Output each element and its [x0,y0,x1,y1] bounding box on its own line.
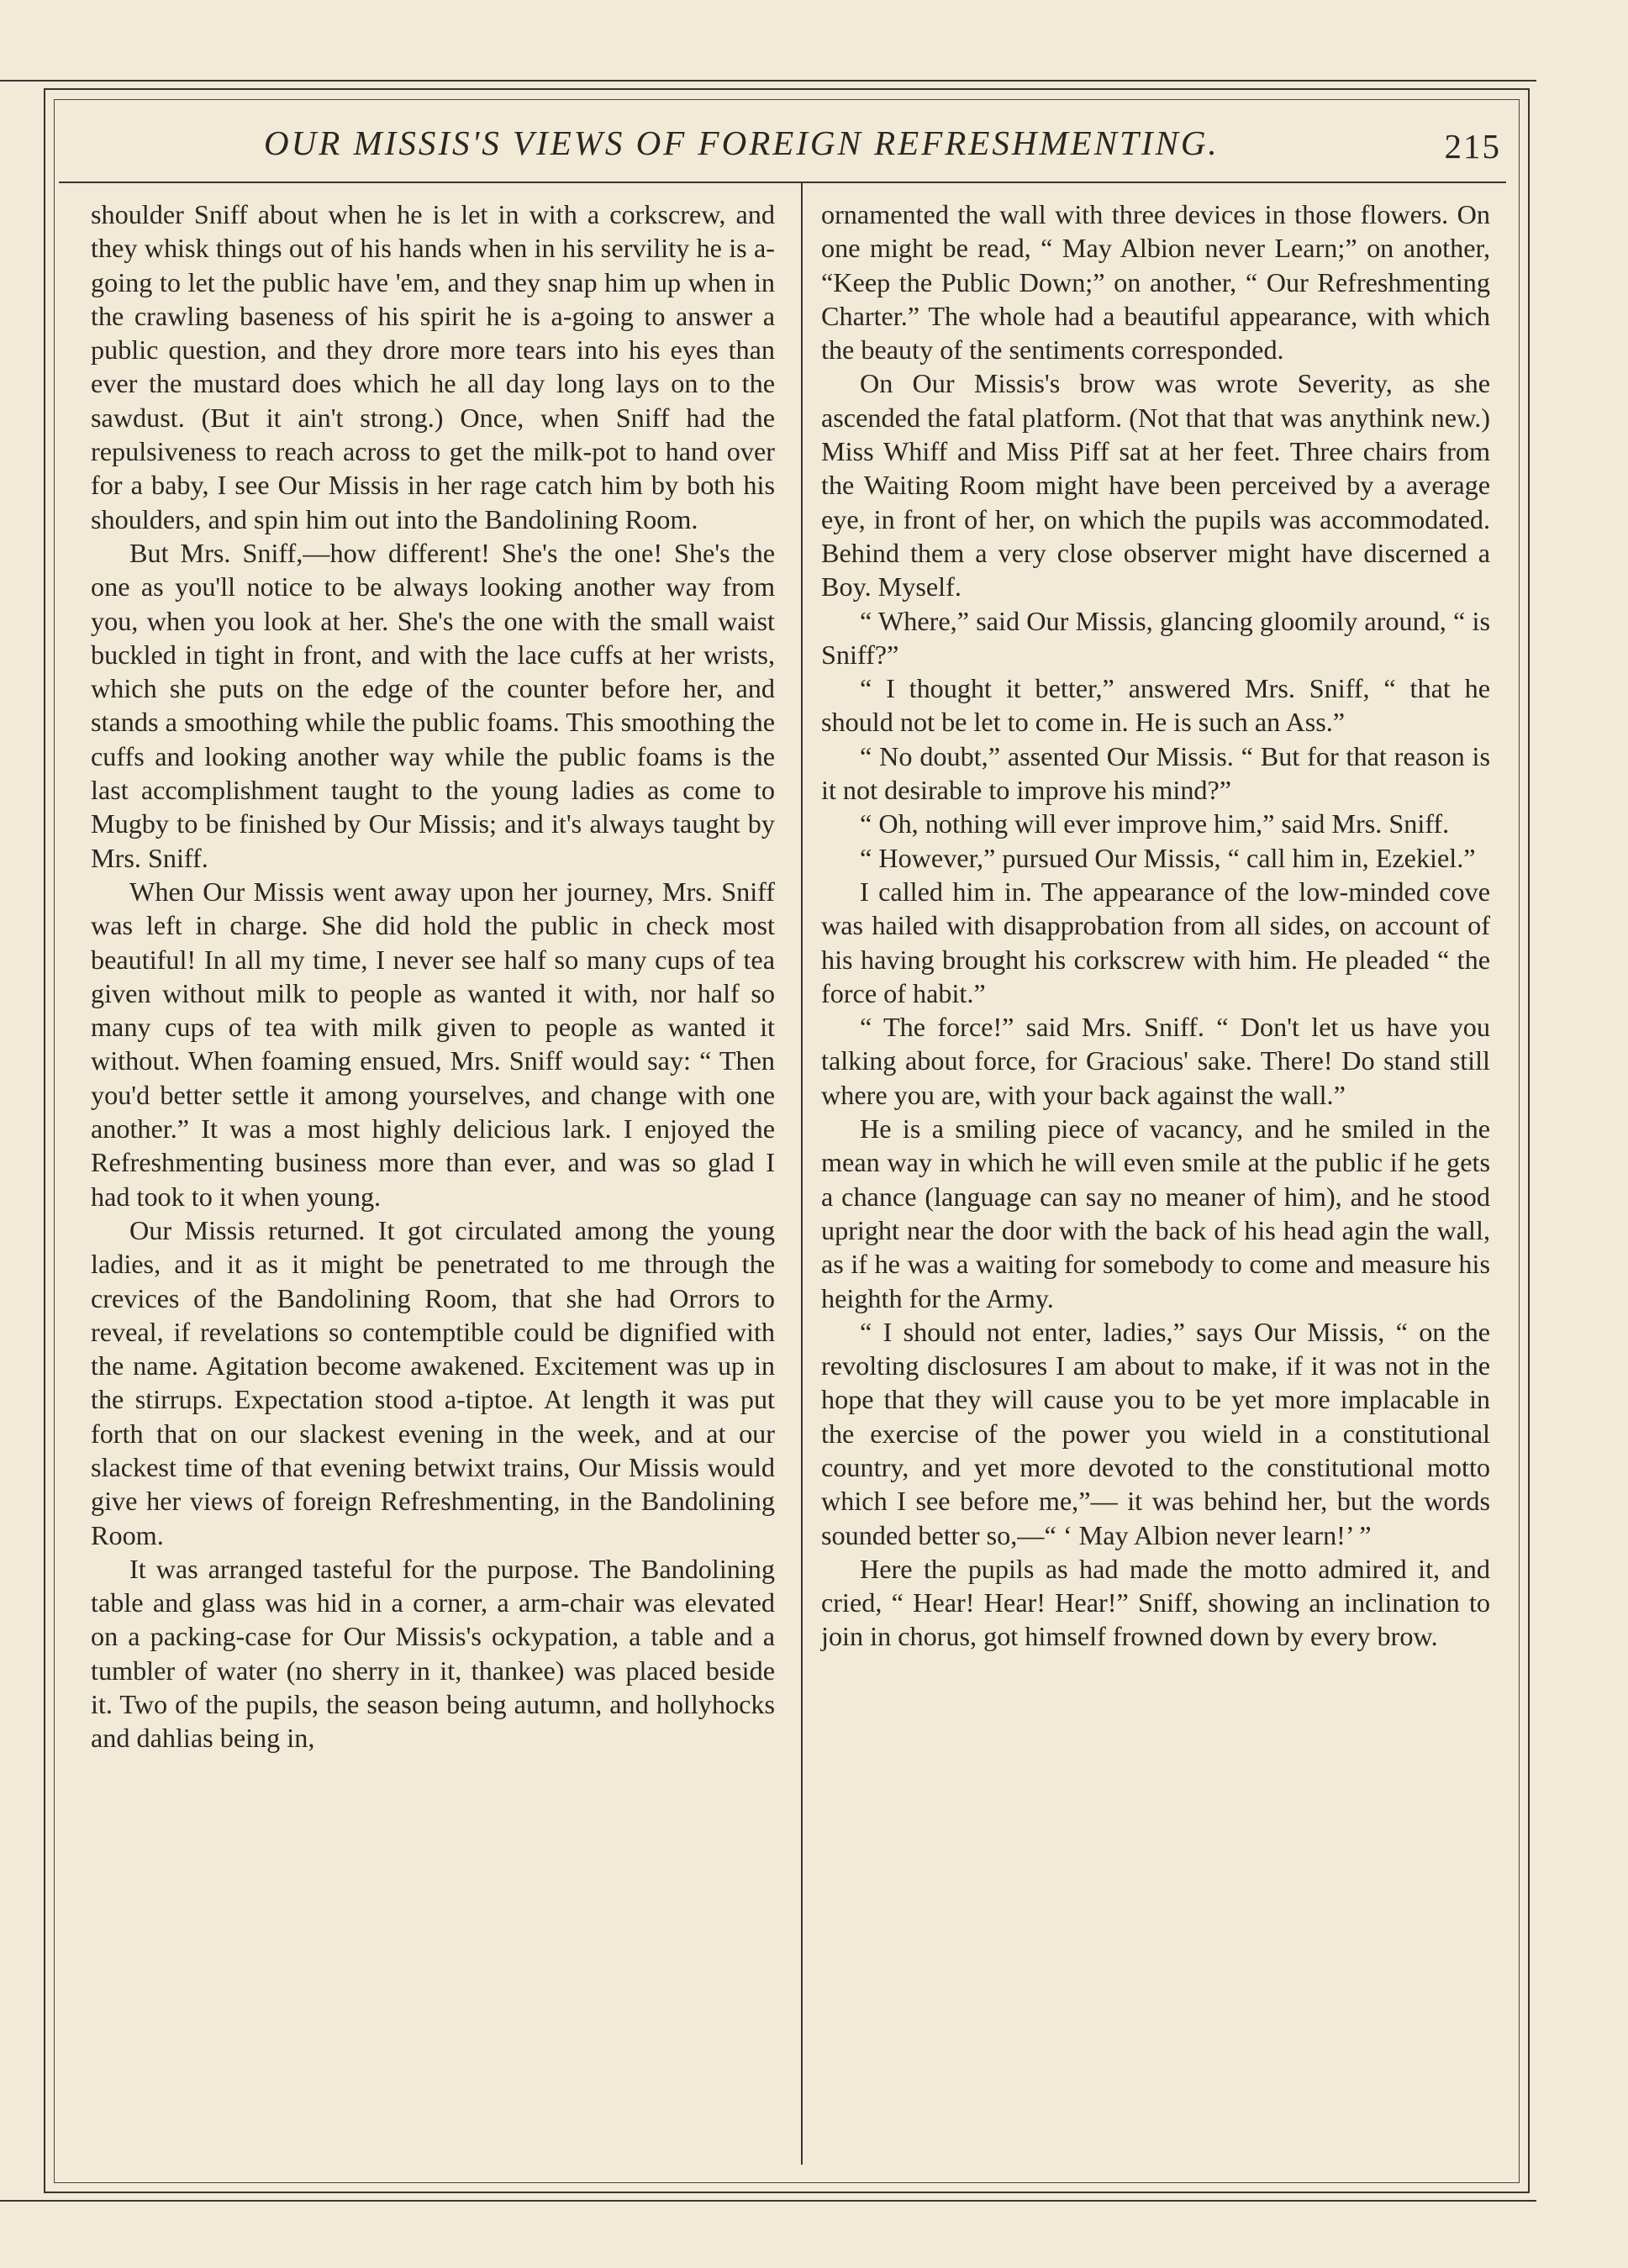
paragraph: “ No doubt,” assented Our Missis. “ But for that reason is it not desirable to improve his mind?” [821,740,1490,806]
paragraph: “ Where,” said Our Missis, glancing gloomily around, “ is Sniff?” [821,605,1490,670]
paragraph: But Mrs. Sniff,—how different! She's the one! She's the one as you'll notice to be always looking another way from you, when you look at her. She's the one with the small waist buckled in tight in front, and with the lace cuffs at her wrists, which she puts on the edge of the counter before her, and stands a smoothing while the public foams. This smoothing the cuffs and looking another way while the public foams is the last accomplishment taught to the young ladies as come to Mugby to be finished by Our Missis; and it's always taught by Mrs. Sniff. [91,537,775,873]
running-title: OUR MISSIS'S VIEWS OF FOREIGN REFRESHMENTING. [264,124,1220,162]
paragraph: Here the pupils as had made the motto admired it, and cried, “ Hear! Hear! Hear!” Sniff, showing an inclination to join in chorus, got himself frowned down by every brow. [821,1553,1490,1652]
header-rule [59,182,1506,183]
paragraph: I called him in. The appearance of the low-minded cove was hailed with disapprobation from all sides, on account of his having brought his corkscrew with him. He pleaded “ the force of habit.” [821,876,1490,1008]
paragraph: ornamented the wall with three devices in those flowers. On one might be read, “ May Albion never Learn;” on another, “Keep the Public Down;” on another, “ Our Refreshmenting Charter.” The whole had a beautiful appearance, with which the beauty of the sentiments corresponded. [821,199,1490,366]
top-rule [0,80,1536,82]
paragraph: “ I thought it better,” answered Mrs. Sniff, “ that he should not be let to come in. He is such an Ass.” [821,673,1490,738]
page-number: 215 [1444,127,1501,166]
column-divider [801,183,803,2165]
paragraph: “ However,” pursued Our Missis, “ call him in, Ezekiel.” [860,842,1476,873]
paragraph: On Our Missis's brow was wrote Severity, as she ascended the fatal platform. (Not that that was anythink new.) Miss Whiff and Miss Piff sat at her feet. Three chairs from the Waiting Room might have been perceived by a average eye, in front of her, on which the pupils was accommodated. Behind them a very close observer might have discerned a Boy. Myself. [821,368,1490,603]
paragraph: It was arranged tasteful for the purpose. The Bandolining table and glass was hid in a corner, a arm-chair was elevated on a packing-case for Our Missis's ockypation, a table and a tumbler of water (no sherry in it, thankee) was placed beside it. Two of the pupils, the season being autumn, and hollyhocks and dahlias being in, [91,1553,775,1754]
paragraph: “ I should not enter, ladies,” says Our Missis, “ on the revolting disclosures I am about to make, if it was not in the hope that they will cause you to be yet more implacable in the exercise of the power you wield in a constitutional country, and yet more devoted to the constitutional motto which I see before me,”— it was behind her, but the words sounded better so,—“ ‘ May Albion never learn!’ ” [821,1316,1490,1550]
paragraph: “ The force!” said Mrs. Sniff. “ Don't let us have you talking about force, for Gracious' sake. There! Do stand still where you are, with your back against the wall.” [821,1012,1490,1110]
right-column [821,197,1490,1654]
paragraph: “ Oh, nothing will ever improve him,” said Mrs. Sniff. [860,808,1450,839]
running-header [54,118,1520,176]
left-column [91,197,775,1755]
paragraph: shoulder Sniff about when he is let in with a corkscrew, and they whisk things out of his hands when in his servility he is a-going to let the public have 'em, and they snap him up when in the crawling baseness of his spirit he is a-going to answer a public question, and they drore more tears into his eyes than ever the mustard does which he all day long lays on to the sawdust. (But it ain't strong.) Once, when Sniff had the repulsiveness to reach across to get the milk-pot to hand over for a baby, I see Our Missis in her rage catch him by both his shoulders, and spin him out into the Bandolining Room. [91,199,775,534]
bottom-rule [0,2200,1536,2202]
paragraph: He is a smiling piece of vacancy, and he smiled in the mean way in which he will even smile at the public if he gets a chance (language can say no meaner of him), and he stood upright near the door with the back of his head agin the wall, as if he was a waiting for somebody to come and measure his heighth for the Army. [821,1113,1490,1313]
paragraph: Our Missis returned. It got circulated among the young ladies, and it as it might be penetrated to me through the crevices of the Bandolining Room, that she had Orrors to reveal, if revelations so contemptible could be dignified with the name. Agitation become awakened. Excitement was up in the stirrups. Expectation stood a-tiptoe. At length it was put forth that on our slackest evening in the week, and at our slackest time of that evening betwixt trains, Our Missis would give her views of foreign Refreshmenting, in the Bandolining Room. [91,1214,775,1550]
paragraph: When Our Missis went away upon her journey, Mrs. Sniff was left in charge. She did hold the public in check most beautiful! In all my time, I never see half so many cups of tea given without milk to people as wanted it with, nor half so many cups of tea with milk given to people as wanted it without. When foaming ensued, Mrs. Sniff would say: “ Then you'd better settle it among yourselves, and change with one another.” It was a most highly delicious lark. I enjoyed the Refreshmenting business more than ever, and was so glad I had took to it when young. [91,876,775,1212]
